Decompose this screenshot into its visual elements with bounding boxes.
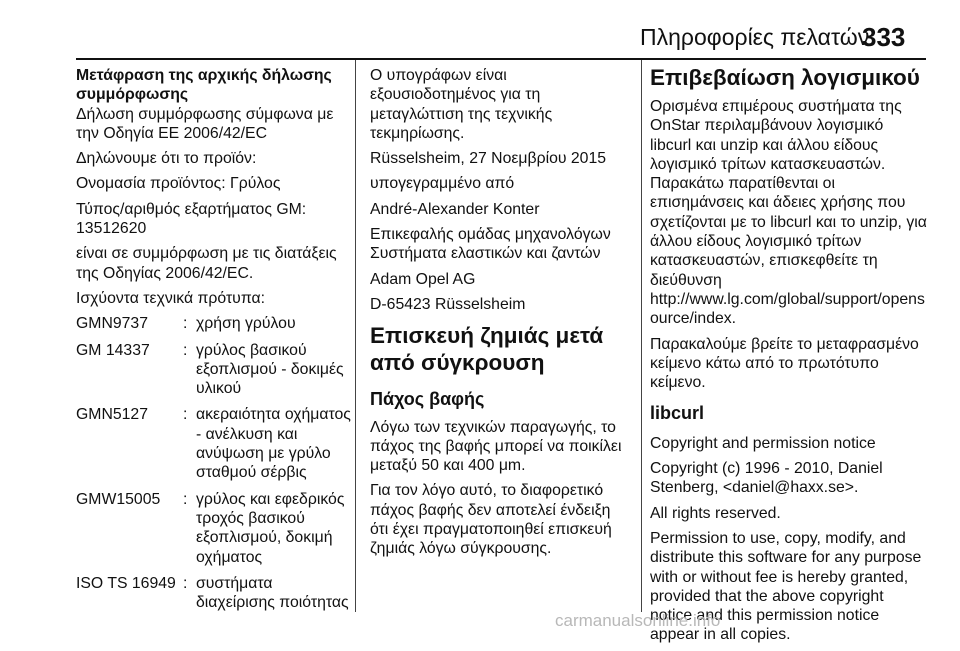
paragraph: Ορισμένα επιμέρους συστήματα της OnStar περιλαμβάνουν λογισμικό libcurl και unzip και άλλου είδους λογισμικό τρίτων κατασκευαστών. Παρακάτω παρατίθενται οι επισημάνσεις και άδειες χρήσης που σχετίζονται με το libcurl και το unzip, για άλλου είδους λογισμικό τρίτων κατασκευαστών, επισκεφθείτε τη διεύθυνση http://www.lg.com/global/support/opensource/index. [650,98,927,328]
signatory-name: André-Alexander Konter [370,200,540,218]
separator: : [183,574,188,592]
table-row [76,574,352,620]
column-divider-left [355,60,356,612]
column-3 [650,62,928,651]
standard-code: GM 14337 [76,341,150,359]
paragraph: Ονομασία προϊόντος: Γρύλος [76,175,281,193]
standard-code: ISO TS 16949 [76,574,176,592]
standard-code: GMW15005 [76,490,161,508]
paragraph: Copyright (c) 1996 - 2010, Daniel Stenberg, <daniel@haxx.se>. [650,460,883,497]
paragraph: Δηλώνουμε ότι το προϊόν: [76,150,257,168]
header-rule [76,58,926,60]
table-row [76,314,352,340]
table-row [76,490,352,574]
header-title: Πληροφορίες πελατών [640,24,870,50]
paragraph: Για τον λόγο αυτό, το διαφορετικό πάχος βαφής δεν αποτελεί ένδειξη ότι έχει πραγματοποιηθεί επισκευή ζημιάς λόγω σύγκρουσης. [370,482,612,558]
section-heading: Μετάφραση της αρχικής δήλωσης συμμόρφωσης [76,67,332,104]
paragraph: Copyright and permission notice [650,434,876,452]
section-heading: Επισκευή ζημιάς μετά από σύγκρουση [370,323,604,376]
standard-description: γρύλος βασικού εξοπλισμού - δοκιμές υλικού [196,341,344,398]
separator: : [183,341,188,359]
paragraph: Τύπος/αριθμός εξαρτήματος GM: 13512620 [76,200,307,238]
table-row [76,405,352,489]
paragraph: είναι σε συμμόρφωση με τις διατάξεις της Οδηγίας 2006/42/EC. [76,245,337,282]
company-name: Adam Opel AG [370,270,476,288]
watermark: carmanualsonline.info [555,611,721,630]
paragraph: Ισχύοντα τεχνικά πρότυπα: [76,289,266,307]
paragraph: υπογεγραμμένο από [370,175,515,193]
standard-description: χρήση γρύλου [196,315,296,333]
paragraph: Ο υπογράφων είναι εξουσιοδοτημένος για τη μεταγλώττιση της τεχνικής τεκμηρίωσης. [370,67,553,142]
table-row [76,341,352,406]
section-heading: Επιβεβαίωση λογισμικού [650,65,920,90]
paragraph: Permission to use, copy, modify, and distribute this software for any purpose with or without fee is hereby granted, provided that the above copyright notice and this permission notice appear in all copies. [650,529,922,644]
column-divider-right [641,60,642,612]
separator: : [183,315,188,333]
subsection-heading: libcurl [650,403,705,424]
paragraph: Παρακαλούμε βρείτε το μεταφρασμένο κείμενο κάτω από το πρωτότυπο κείμενο. [650,335,919,392]
paragraph: Επικεφαλής ομάδας μηχανολόγων Συστήματα ελαστικών και ζαντών [370,226,611,263]
standards-table [76,314,352,619]
separator: : [183,406,188,424]
paragraph: All rights reserved. [650,504,781,522]
standard-description: ακεραιότητα οχήματος - ανέλκυση και ανύψωση με γρύλο σταθμού σέρβις [196,406,351,482]
page-number: 333 [862,22,906,52]
paragraph: Λόγω των τεχνικών παραγωγής, το πάχος της βαφής μπορεί να ποικίλει μεταξύ 50 και 400 μm. [370,418,622,475]
column-1 [76,66,352,619]
standard-description: γρύλος και εφεδρικός τροχός βασικού εξοπλισμού, δοκιμή οχήματος [196,490,345,566]
standard-description: συστήματα διαχείρισης ποιότητας [196,574,349,612]
standard-code: GMN9737 [76,315,148,333]
separator: : [183,490,188,508]
column-2 [370,66,632,565]
company-address: D-65423 Rüsselsheim [370,295,526,313]
subsection-heading: Πάχος βαφής [370,389,485,410]
standard-code: GMN5127 [76,406,148,424]
paragraph: Rüsselsheim, 27 Νοεμβρίου 2015 [370,150,607,168]
declaration-intro: Δήλωση συμμόρφωσης σύμφωνα με την Οδηγία ΕΕ 2006/42/EC [76,105,334,142]
